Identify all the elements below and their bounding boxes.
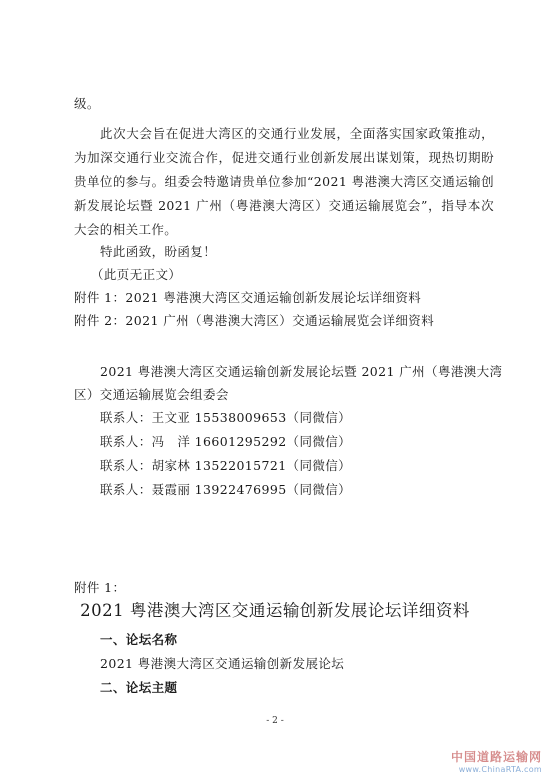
site-watermark — [451, 748, 542, 774]
watermark-en-text: www.ChinaRTA.com — [458, 765, 542, 774]
section-body: 2021 粤港澳大湾区交通运输创新发展论坛 — [100, 656, 345, 671]
section-heading: 一、论坛名称 — [100, 632, 178, 647]
top-fragment: 级。 — [74, 96, 100, 111]
watermark-cn-text: 中国道路运输网 — [450, 750, 542, 764]
body-paragraph: 此次大会旨在促进大湾区的交通行业发展，全面落实国家政策推动，为加深交通行业交流合作，促进交通行业创新发展出谋划策，现热切期盼贵单位的参与。组委会特邀请贵单位参加“2021 粤港澳大湾区交通运输创新发展论坛暨 2021 广州（粤港澳大湾区）交通运输展览会”，指导本次大会的相关工作。 — [74, 126, 494, 237]
attachment-label: 附件 1： — [74, 580, 126, 595]
no-text-note: （此页无正文） — [91, 267, 182, 282]
contact-line: 联系人：冯 洋 16601295292（同微信） — [100, 434, 352, 449]
organizer-name-line: 区）交通运输展览会组委会 — [74, 387, 229, 402]
contact-line: 联系人：王文亚 15538009653（同微信） — [100, 410, 352, 425]
attachment-title: 2021 粤港澳大湾区交通运输创新发展论坛详细资料 — [80, 601, 470, 620]
attachment-list-item: 附件 1：2021 粤港澳大湾区交通运输创新发展论坛详细资料 — [74, 290, 422, 305]
attachment-list-item: 附件 2：2021 广州（粤港澳大湾区）交通运输展览会详细资料 — [74, 313, 435, 328]
closing-line: 特此函致，盼函复！ — [100, 244, 217, 259]
section-heading: 二、论坛主题 — [100, 680, 178, 695]
page-number: - 2 - — [266, 716, 284, 726]
organizer-name-line: 2021 粤港澳大湾区交通运输创新发展论坛暨 2021 广州（粤港澳大湾 — [100, 364, 503, 379]
contact-line: 联系人：胡家林 13522015721（同微信） — [100, 458, 352, 473]
contact-line: 联系人：聂霞丽 13922476995（同微信） — [100, 482, 352, 497]
